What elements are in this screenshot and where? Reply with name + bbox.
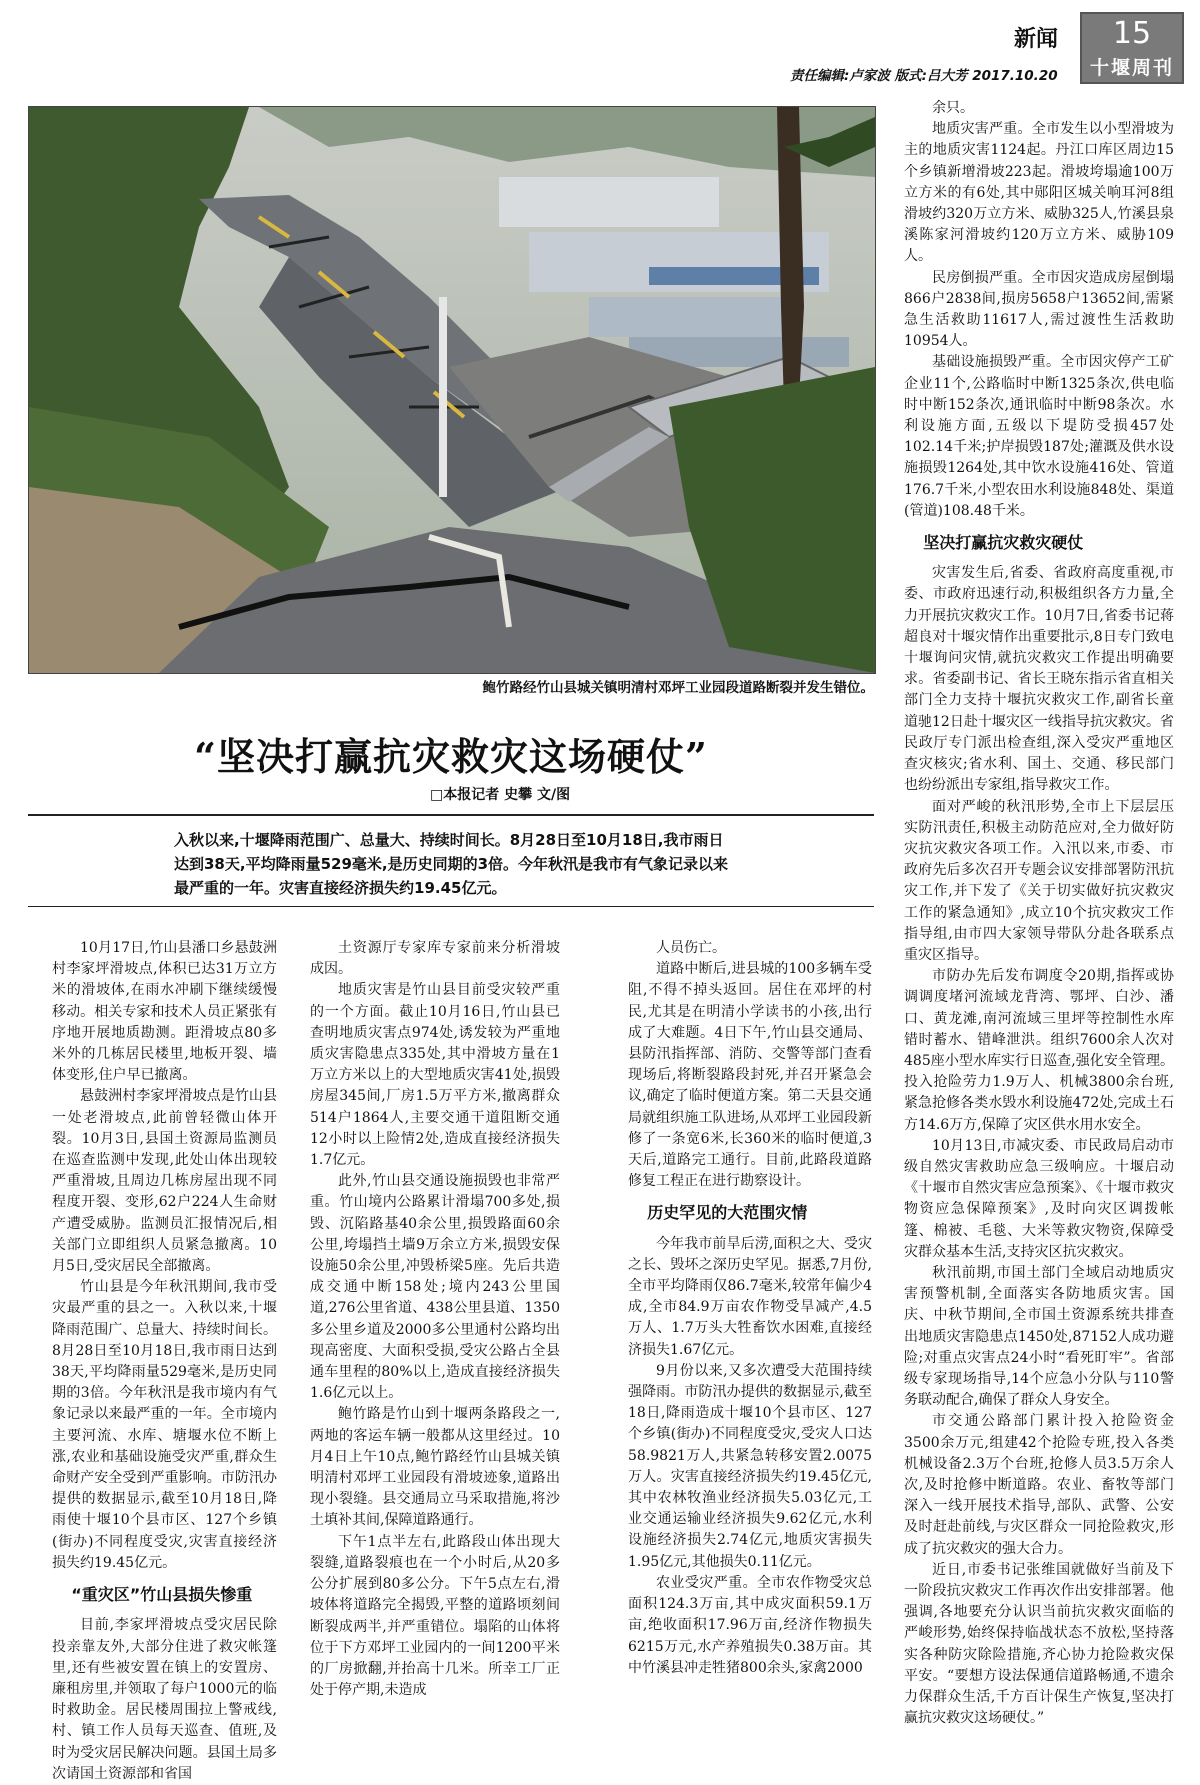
article-column-2 xyxy=(310,938,560,1701)
paragraph: 余只。 xyxy=(932,100,974,116)
road-collapse-photo xyxy=(29,107,875,673)
paragraph: 民房倒损严重。全市因灾造成房屋倒塌866户2838间,损房5658户13652间,需紧急生活救助11617人,需过渡性生活救助10954人。 xyxy=(904,269,1174,350)
subheading: 历史罕见的大范围灾情 xyxy=(647,1203,808,1223)
paragraph: 近日,市委书记张维国就做好当前及下一阶段抗灾救灾工作再次作出安排部署。他强调,各地要充分认识当前抗灾救灾面临的严峻形势,始终保持临战状态不放松,坚持落实各种防灾除险措施,齐心协力抢险救灾保平安。“要想方设法保通信道路畅通,不遗余力保群众生活,千方百计保生产恢复,坚决打赢抗灾救灾这场硬仗。” xyxy=(904,1561,1174,1727)
subheading: “重灾区”竹山县损失惨重 xyxy=(71,1585,253,1605)
paragraph: 此外,竹山县交通设施损毁也非常严重。竹山境内公路累计滑塌700多处,损毁、沉陷路基40余公里,损毁路面60余公里,垮塌挡土墙9万余立方米,损毁安保设施50余公里,冲毁桥梁5座。先后共造成交通中断158处;境内243公里国道,276公里省道、438公里县道、1350多公里乡道及2000多公里通村公路均出现高密度、大面积受损,受灾公路占全县通车里程的80%以上,造成直接经济损失1.6亿元以上。 xyxy=(310,1173,560,1402)
news-photo xyxy=(28,106,876,674)
paragraph: 地质灾害是竹山县目前受灾较严重的一个方面。截止10月16日,竹山县已查明地质灾害点974处,诱发较为严重地质灾害隐患点335处,其中滑坡方量在1万立方米以上的大型地质灾害41处,损毁房屋345间,厂房1.5万平方米,撤离群众514户1864人,主要交通干道阻断交通12小时以上险情2处,造成直接经济损失1.7亿元。 xyxy=(310,982,560,1169)
paragraph: 10月13日,市减灾委、市民政局启动市级自然灾害救助应急三级响应。十堰启动《十堰市自然灾害应急预案》、《十堰市救灾物资应急保障预案》,及时向灾区调拨帐篷、棉被、毛毯、大米等救灾物资,保障受灾群众基本生活,支持灾区抗灾救灾。 xyxy=(904,1137,1174,1260)
editor-line: 责任编辑:卢家波 版式:吕大芳 2017.10.20 xyxy=(790,68,1058,84)
paragraph: 今年我市前旱后涝,面积之大、受灾之长、毁坏之深历史罕见。据悉,7月份,全市平均降雨仅86.7毫米,较常年偏少4成,全市84.9万亩农作物受旱减产,4.5万人、1.7万头大牲畜饮水困难,直接经济损失1.67亿元。 xyxy=(628,1235,872,1358)
page-number: 15 xyxy=(1112,16,1152,51)
paragraph: 下午1点半左右,此路段山体出现大裂缝,道路裂痕也在一个小时后,从20多公分扩展到80多公分。下午5点左右,滑坡体将道路完全揭毁,平整的道路顷刻间断裂成两半,并严重错位。塌陷的山体将位于下方邓坪工业园内的一间1200平米的厂房掀翻,并抬高十几米。所幸工厂正处于停产期,未造成 xyxy=(310,1533,560,1699)
paragraph: 竹山县是今年秋汛期间,我市受灾最严重的县之一。入秋以来,十堰降雨范围广、总量大、持续时间长。8月28日至10月18日,我市雨日达到38天,平均降雨量529毫米,是历史同期的3倍。今年秋汛是我市境内有气象记录以来最严重的一年。全市境内主要河流、水库、塘堰水位不断上涨,农业和基础设施受灾严重,群众生命财产安全受到严重影响。市防汛办提供的数据显示,截至10月18日,降雨使十堰10个县市区、127个乡镇(街办)不同程度受灾,灾害直接经济损失约19.45亿元。 xyxy=(52,1279,277,1571)
paragraph: 面对严峻的秋汛形势,全市上下层层压实防汛责任,积极主动防范应对,全力做好防灾抗灾救灾各项工作。入汛以来,市委、市政府先后多次召开专题会议安排部署防汛抗灾工作,并下发了《关于切实做好抗灾救灾工作的紧急通知》,成立10个抗灾救灾工作指导组,由市四大家领导带队分赴各联系点重灾区指导。 xyxy=(904,798,1174,963)
paragraph: 悬鼓洲村李家坪滑坡点是竹山县一处老滑坡点,此前曾轻微山体开裂。10月3日,县国土资源局监测员在巡查监测中发现,此处山体出现较严重滑坡,且周边几栋房屋出现不同程度开裂、变形,62户224人生命财产遭受威胁。监测员汇报情况后,相关部门立即组织人员紧急撤离。10月5日,受灾居民全部撤离。 xyxy=(52,1088,277,1275)
paragraph: 秋汛前期,市国土部门全域启动地质灾害预警机制,全面落实各防地质灾害。国庆、中秋节期间,全市国土资源系统共排查出地质灾害隐患点1450处,87152人成功避险;对重点灾害点24小时“看死盯牢”。省部级专家现场指导,14个应急小分队与110警务联动配合,确保了群众人身安全。 xyxy=(904,1264,1174,1409)
paragraph: 10月17日,竹山县潘口乡悬鼓洲村李家坪滑坡点,体积已达31万立方米的滑坡体,在雨水冲刷下继续缓慢移动。相关专家和技术人员正紧张有序地开展地质勘测。距滑坡点80多米外的几栋居民楼里,地板开裂、墙体变形,住户早已撤离。 xyxy=(52,940,277,1084)
article-headline: “坚决打赢抗灾救灾这场硬仗” xyxy=(194,734,708,779)
article-column-4 xyxy=(904,98,1174,1729)
divider-top xyxy=(28,814,874,816)
section-title: 新闻 xyxy=(1014,27,1059,52)
paragraph: 灾害发生后,省委、省政府高度重视,市委、市政府迅速行动,积极组织各方力量,全力开展抗灾救灾工作。10月7日,省委书记蒋超良对十堰灾情作出重要批示,8日专门致电十堰询问灾情,就抗灾救灾工作提出明确要求。省委副书记、省长王晓东指示省直相关部门全力支持十堰抗灾救灾工作,副省长童道驰12日赴十堰灾区一线指导抗灾救灾。省民政厅专门派出检查组,深入受灾严重地区查灾核灾;省水利、国土、交通、移民部门也纷纷派出专家组,指导救灾工作。 xyxy=(904,565,1174,794)
article-intro: 入秋以来,十堰降雨范围广、总量大、持续时间长。8月28日至10月18日,我市雨日达到38天,平均降雨量529毫米,是历史同期的3倍。今年秋汛是我市有气象记录以来最严重的一年。灾害直接经济损失约19.45亿元。 xyxy=(174,831,729,897)
photo-caption: 鲍竹路经竹山县城关镇明清村邓坪工业园段道路断裂并发生错位。 xyxy=(482,680,874,696)
article-byline: □本报记者 史攀 文/图 xyxy=(430,787,571,803)
paragraph: 道路中断后,进县城的100多辆车受阻,不得不掉头返回。居住在邓坪的村民,尤其是在明清小学读书的小孩,出行成了大难题。4日下午,竹山县交通局、县防汛指挥部、消防、交警等部门查看现场后,将断裂路段封死,并召开紧急会议,确定了临时便道方案。第二天县交通局就组织施工队进场,从邓坪工业园段新修了一条宽6米,长360米的临时便道,3天后,道路完工通行。目前,此路段道路修复工程正在进行勘察设计。 xyxy=(628,961,872,1190)
paragraph: 土资源厅专家库专家前来分析滑坡成因。 xyxy=(310,940,560,978)
paragraph: 9月份以来,又多次遭受大范围持续强降雨。市防汛办提供的数据显示,截至18日,降雨造成十堰10个县市区、127个乡镇(街办)不同程度受灾,受灾人口达58.9821万人,共紧急转移安置2.0075万人。灾害直接经济损失约19.45亿元,其中农林牧渔业经济损失5.03亿元,工业交通运输业经济损失9.62亿元,水利设施经济损失2.74亿元,地质灾害损失1.95亿元,其他损失0.11亿元。 xyxy=(628,1362,872,1570)
page-number-badge xyxy=(1080,12,1184,84)
paragraph: 鲍竹路是竹山到十堰两条路段之一,两地的客运车辆一般都从这里经过。10月4日上午10点,鲍竹路经竹山县城关镇明清村邓坪工业园段有滑坡迹象,道路出现小裂缝。县交通局立马采取措施,将沙土填补其间,保障道路通行。 xyxy=(310,1406,560,1529)
article-column-1 xyxy=(52,938,277,1785)
paragraph: 人员伤亡。 xyxy=(656,940,726,956)
paragraph: 农业受灾严重。全市农作物受灾总面积124.3万亩,其中成灾面积59.1万亩,绝收面积17.96万亩,经济作物损失6215万元,水产养殖损失0.38万亩。其中竹溪县冲走牲猪800余头,家禽2000 xyxy=(628,1574,872,1676)
paper-name: 十堰周刊 xyxy=(1089,57,1174,79)
paragraph: 市交通公路部门累计投入抢险资金3500余万元,组建42个抢险专班,投入各类机械设备2.3万个台班,抢修人员3.5万余人次,及时抢修中断道路。农业、畜牧等部门深入一线开展技术指导,部队、武警、公安及时赶赴前线,与灾区群众一同抢险救灾,形成了抗灾救灾的强大合力。 xyxy=(904,1413,1174,1557)
paragraph: 目前,李家坪滑坡点受灾居民除投亲靠友外,大部分住进了救灾帐篷里,还有些被安置在镇上的安置房、廉租房里,并领取了每户1000元的临时救助金。居民楼周围拉上警戒线,村、镇工作人员每天巡查、值班,及时为受灾居民解决问题。县国土局多次请国土资源部和省国 xyxy=(52,1617,277,1782)
subheading: 坚决打赢抗灾救灾硬仗 xyxy=(923,533,1084,553)
paragraph: 地质灾害严重。全市发生以小型滑坡为主的地质灾害1124起。丹江口库区周边15个乡镇新增滑坡223起。滑坡垮塌逾100万立方米的有6处,其中郧阳区城关响耳河8组滑坡约320万立方米、威胁325人,竹溪县泉溪陈家河滑坡约120万立方米、威胁109人。 xyxy=(904,121,1174,265)
paragraph: 市防办先后发布调度令20期,指挥或协调调度堵河流域龙背湾、鄂坪、白沙、潘口、黄龙滩,南河流域三里坪等控制性水库错时蓄水、错峰泄洪。组织7600余人次对485座小型水库实行日巡查,强化安全管理。投入抢险劳力1.9万人、机械3800余台班,紧急抢修各类水毁水利设施472处,完成土石方14.6万方,保障了灾区供水用水安全。 xyxy=(904,968,1174,1133)
paragraph: 基础设施损毁严重。全市因灾停产工矿企业11个,公路临时中断1325条次,供电临时中断152条次,通讯临时中断98条次。水利设施方面,五级以下堤防受损457处102.14千米;护岸损毁187处;灌溉及供水设施损毁1264处,其中饮水设施416处、管道176.7千米,小型农田水利设施848处、渠道(管道)108.48千米。 xyxy=(904,354,1174,519)
article-column-3 xyxy=(628,938,872,1679)
divider-bottom xyxy=(28,906,874,907)
